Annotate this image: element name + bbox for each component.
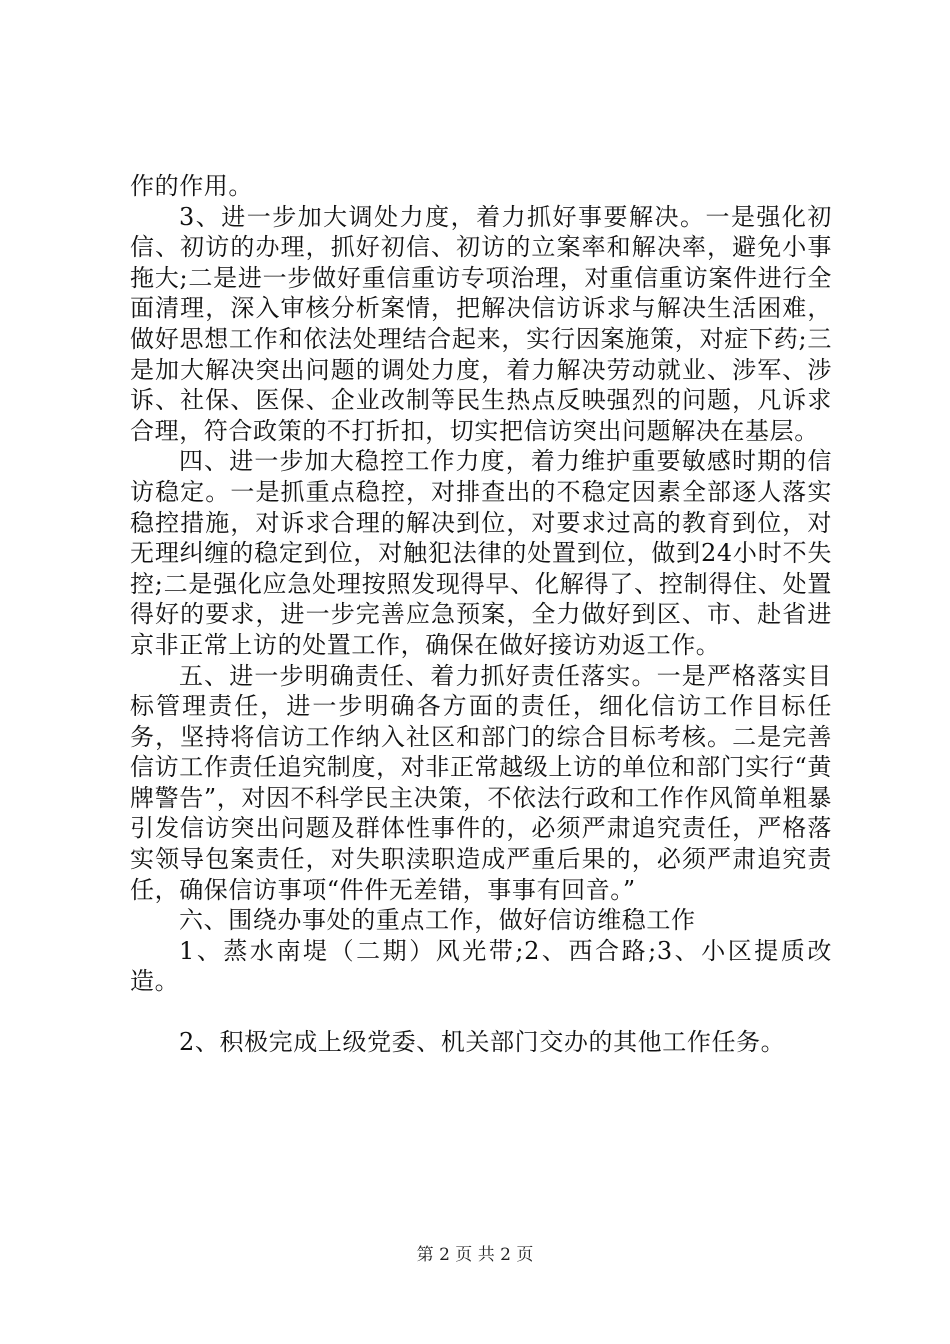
paragraph-section-4: 四、进一步加大稳控工作力度，着力维护重要敏感时期的信访稳定。一是抓重点稳控，对排查出的不稳定因素全部逐人落实稳控措施，对诉求合理的解决到位，对要求过高的教育到位，对无理纠缠的稳定到位，对触犯法律的处置到位，做到24小时不失控;二是强化应急处理按照发现得早、化解得了、控制得住、处置得好的要求，进一步完善应急预案，全力做好到区、市、赴省进京非正常上访的处置工作，确保在做好接访劝返工作。 [130,447,832,659]
paragraph-item-3: 3、进一步加大调处力度，着力抓好事要解决。一是强化初信、初访的办理，抓好初信、初访的立案率和解决率，避免小事拖大;二是进一步做好重信重访专项治理，对重信重访案件进行全面清理，深入审核分析案情，把解决信访诉求与解决生活困难，做好思想工作和依法处理结合起来，实行因案施策，对症下药;三是加大解决突出问题的调处力度，着力解决劳动就业、涉军、涉诉、社保、医保、企业改制等民生热点反映强烈的问题，凡诉求合理，符合政策的不打折扣，切实把信访突出问题解决在基层。 [130,202,832,445]
page-number-footer: 第 2 页 共 2 页 [416,1245,534,1265]
document-body [130,171,832,1058]
paragraph-section-6: 六、围绕办事处的重点工作，做好信访维稳工作 [179,906,696,935]
paragraph-continuation: 作的作用。 [130,172,253,200]
paragraph-other-tasks: 2、积极完成上级党委、机关部门交办的其他工作任务。 [179,1028,786,1057]
paragraph-project-list: 1、蒸水南堤（二期）风光带;2、西合路;3、小区提质改造。 [130,936,832,996]
paragraph-section-5: 五、进一步明确责任、着力抓好责任落实。一是严格落实目标管理责任，进一步明确各方面的责任，细化信访工作目标任务，坚持将信访工作纳入社区和部门的综合目标考核。二是完善信访工作责任追究制度，对非正常越级上访的单位和部门实行“黄牌警告”，对因不科学民主决策，不依法行政和工作作风简单粗暴引发信访突出问题及群体性事件的，必须严肃追究责任，严格落实领导包案责任，对失职渎职造成严重后果的，必须严肃追究责任，确保信访事项“件件无差错，事事有回音。” [130,661,832,904]
